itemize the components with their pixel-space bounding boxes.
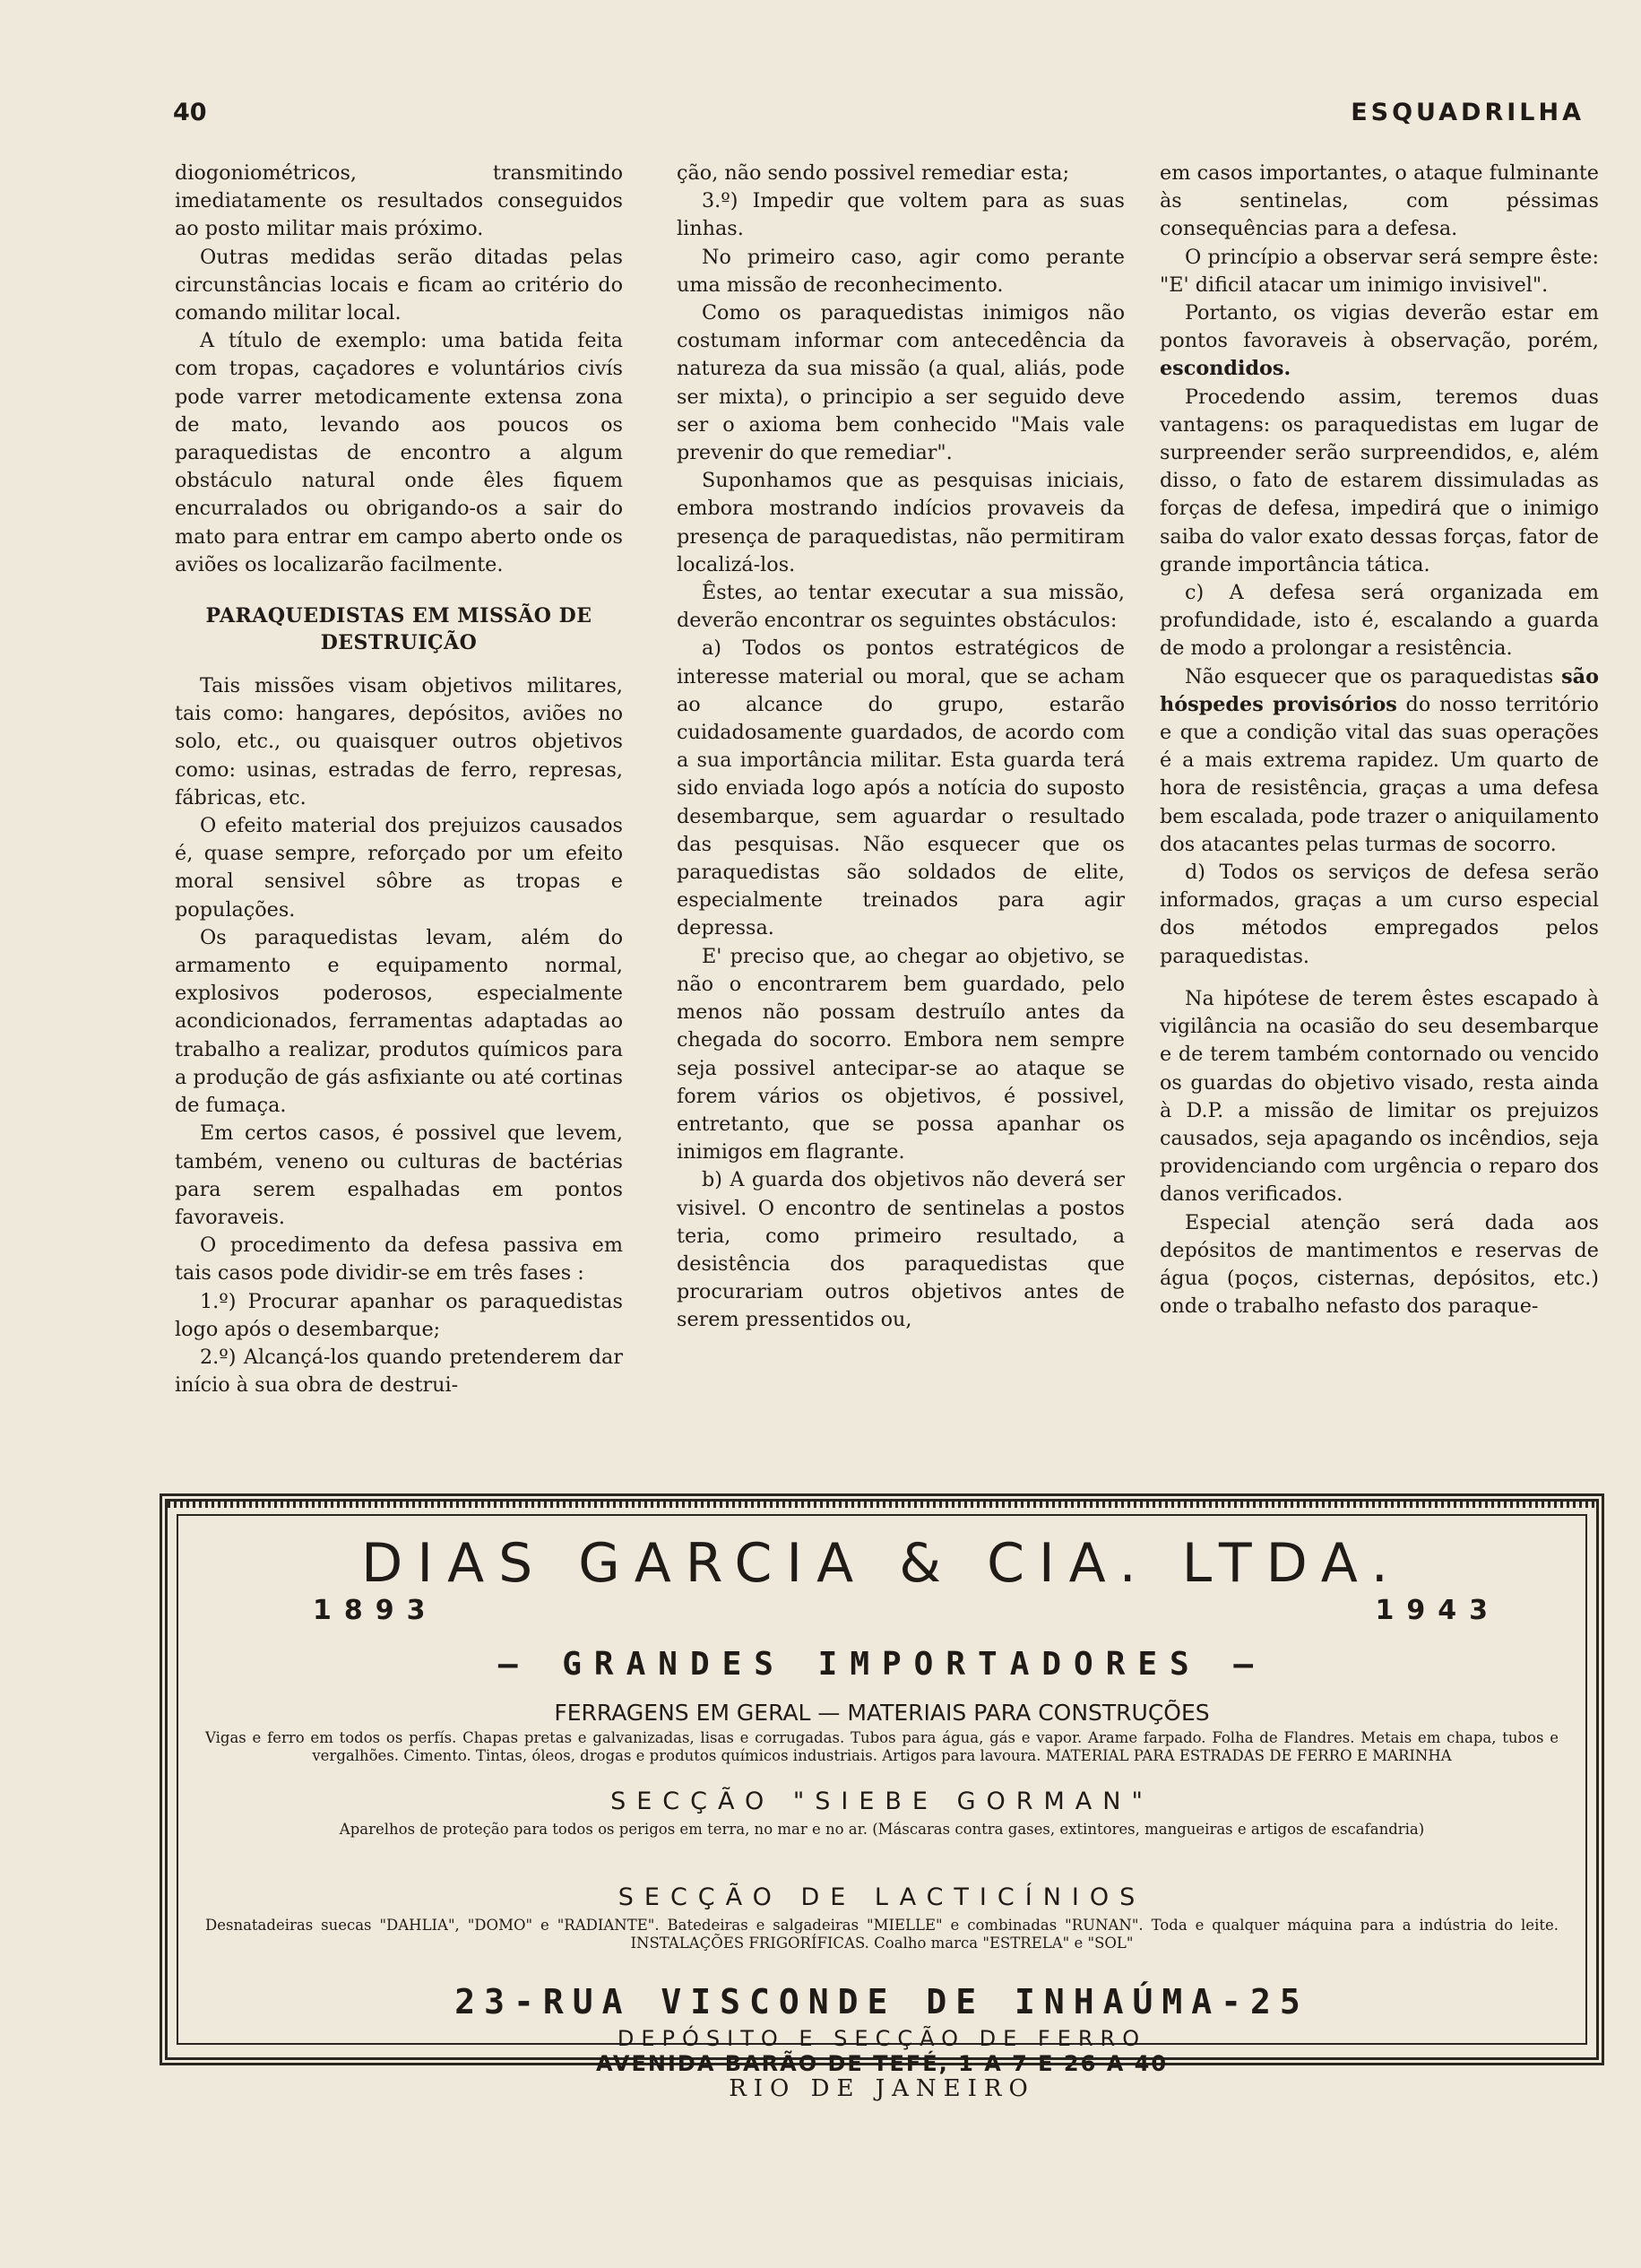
paragraph: Outras medidas serão ditadas pelas circunstâncias locais e ficam ao critério do comando militar local. [175, 245, 623, 325]
article-column-1 [175, 160, 623, 1399]
paragraph: ção, não sendo possivel remediar esta; [677, 161, 1070, 185]
ad-hardware-text: Vigas e ferro em todos os perfís. Chapas pretas e galvanizadas, lisas e corrugadas. Tubos para água, gás e vapor. Arame farpado. Folha de Flandres. Metais em chapa, tubos e vergalhões. Cimento. Tintas, óleos, drogas e produtos químicos industriais. Artigos para lavoura. MATERIAL PARA ESTRADAS DE FERRO E MARINHA [205, 1729, 1559, 1764]
ad-city: RIO DE JANEIRO [729, 2075, 1035, 2102]
paragraph: E' preciso que, ao chegar ao objetivo, se não o encontrarem bem guardado, pelo menos não possam destruílo antes da chegada do socorro. Embora nem sempre seja possivel antecipar-se ao ataque se forem vários os objetivos, é possivel, entretanto, que se possa apanhar os inimigos em flagrante. [677, 944, 1125, 1164]
paragraph: Como os paraquedistas inimigos não costumam informar com antecedência da natureza da sua missão (a qual, aliás, pode ser mixta), o principio a ser seguido deve ser o axioma bem conhecido "Mais vale prevenir do que remediar". [677, 301, 1125, 465]
paragraph: Os paraquedistas levam, além do armamento e equipamento normal, explosivos poderosos, especialmente acondicionados, ferramentas adaptadas ao trabalho a realizar, produtos químicos para a produção de gás asfixiante ou até cortinas de fumaça. [175, 925, 623, 1118]
ad-deposit-line: DEPÓSITO E SECÇÃO DE FERRO [617, 2026, 1147, 2051]
ad-dairy-heading: SECÇÃO DE LACTICÍNIOS [618, 1883, 1146, 1911]
paragraph: em casos importantes, o ataque fulminante às sentinelas, com péssimas consequências para a defesa. [1160, 161, 1599, 241]
text-run: do nosso território e que a condição vital das suas operações é a mais extrema rapidez. Um quarto de hora de resistência, graças a uma defesa bem escalada, pode trazer o aniquilamento dos atacantes pelas turmas de socorro. [1160, 692, 1599, 856]
paragraph: O efeito material dos prejuizos causados é, quase sempre, reforçado por um efeito moral sensivel sôbre as tropas e populações. [175, 814, 623, 922]
paragraph: 1.º) Procurar apanhar os paraquedistas logo após o desembarque; [175, 1289, 623, 1341]
text-run: Portanto, os vigias deverão estar em pontos favoraveis à observação, porém, [1160, 301, 1599, 353]
advertisement-inner-border [177, 1514, 1587, 2102]
paragraph: a) Todos os pontos estratégicos de interesse material ou moral, que se acham ao alcance do grupo, estarão cuidadosamente guardados, de acordo com a sua importância militar. Esta guarda terá sido enviada logo após a notícia do suposto desembarque, sem aguardar o resultado das pesquisas. Não esquecer que os paraquedistas são soldados de elite, especialmente treinados para agir depressa. [677, 636, 1125, 940]
page-number: 40 [173, 99, 207, 126]
section-heading: PARAQUEDISTAS EM MISSÃO DE DESTRUIÇÃO [205, 604, 592, 655]
paragraph: Em certos casos, é possivel que levem, também, veneno ou culturas de bactérias para serem espalhadas em pontos favoraveis. [175, 1121, 623, 1229]
ad-dairy-text: Desnatadeiras suecas "DAHLIA", "DOMO" e "RADIANTE". Batedeiras e salgadeiras "MIELLE" e combinadas "RUNAN". Toda e qualquer máquina para a indústria do leite. INSTALAÇÕES FRIGORÍFICAS. Coalho marca "ESTRELA" e "SOL" [205, 1917, 1559, 1952]
paragraph: Procedendo assim, teremos duas vantagens: os paraquedistas em lugar de surpreender serão surpreendidos, e, além disso, o fato de estarem dissimuladas as forças de defesa, impedirá que o inimigo saiba do valor exato dessas forças, fator de grande importância tática. [1160, 385, 1599, 576]
ad-avenue-line [178, 2051, 1585, 2101]
paragraph: b) A guarda dos objetivos não deverá ser visivel. O encontro de sentinelas a postos teria, como primeiro resultado, a desistência dos paraquedistas que procurariam outros objetivos antes de serem pressentidos ou, [677, 1168, 1125, 1332]
ad-siebe-text: Aparelhos de proteção para todos os perigos em terra, no mar e no ar. (Máscaras contra gases, extintores, mangueiras e artigos de escafandria) [339, 1821, 1425, 1838]
advertisement [160, 1493, 1604, 2102]
paragraph: Êstes, ao tentar executar a sua missão, deverão encontrar os seguintes obstáculos: [677, 581, 1125, 633]
ad-year-founded: 1893 [313, 1595, 438, 1626]
paragraph: Tais missões visam objetivos militares, tais como: hangares, depósitos, aviões no solo, etc., ou quaisquer outros objetivos como: usinas, estradas de ferro, represas, fábricas, etc. [175, 674, 623, 809]
ad-importers-banner: — GRANDES IMPORTADORES — [497, 1646, 1266, 1683]
paragraph: Na hipótese de terem êstes escapado à vigilância na ocasião do seu desembarque e de terem também contornado ou vencido os guardas do objetivo visado, resta ainda à D.P. a missão de limitar os prejuizos causados, seja apagando os incêndios, seja providenciando com urgência o reparo dos danos verificados. [1160, 986, 1599, 1207]
paragraph: O princípio a observar será sempre êste: "E' dificil atacar um inimigo invisivel". [1160, 245, 1599, 297]
article-column-3 [1160, 160, 1599, 1320]
bold-text: escondidos. [1160, 357, 1291, 381]
paragraph: Suponhamos que as pesquisas iniciais, embora mostrando indícios provaveis da presença de paraquedistas, não permitiram localizá-los. [677, 469, 1125, 576]
paragraph: A título de exemplo: uma batida feita com tropas, caçadores e voluntários civís pode varrer metodicamente extensa zona de mato, levando aos poucos os paraquedistas de encontro a algum obstáculo natural onde êles fiquem encurralados ou obrigando-os a sair do mato para entrar em campo aberto onde os aviões os localizarão facilmente. [175, 329, 623, 576]
ad-company-name: DIAS GARCIA & CIA. LTDA. [361, 1532, 1403, 1595]
paragraph: c) A defesa será organizada em profundidade, isto é, escalando a guarda de modo a prolongar a resistência. [1160, 581, 1599, 661]
ad-avenue-text: AVENIDA BARÃO DE TEFÉ, 1 A 7 E 26 A 40 [595, 2051, 1169, 2076]
paragraph: 3.º) Impedir que voltem para as suas linhas. [677, 189, 1125, 241]
bold-text: são hóspedes provisórios [1160, 664, 1599, 716]
paragraph: d) Todos os serviços de defesa serão informados, graças a um curso especial dos métodos empregados pelos paraquedistas. [1160, 861, 1599, 968]
running-head: ESQUADRILHA [1351, 99, 1585, 126]
paragraph [1160, 663, 1599, 859]
paragraph [1160, 299, 1599, 384]
article-column-2 [677, 160, 1125, 1335]
paragraph: 2.º) Alcançá-los quando pretenderem dar início à sua obra de destrui- [175, 1345, 623, 1398]
text-run: Não esquecer que os paraquedistas [1185, 664, 1562, 688]
ad-year-current: 1943 [1375, 1595, 1500, 1626]
ad-hardware-heading: FERRAGENS EM GERAL — MATERIAIS PARA CONSTRUÇÕES [554, 1700, 1210, 1726]
ad-address: 23-RUA VISCONDE DE INHAÚMA-25 [454, 1982, 1309, 2021]
paragraph: O procedimento da defesa passiva em tais casos pode dividir-se em três fases : [175, 1234, 623, 1285]
paragraph: Especial atenção será dada aos depósitos de mantimentos e reservas de água (poços, cisternas, depósitos, etc.) onde o trabalho nefasto dos paraque- [1160, 1210, 1599, 1319]
paragraph: No primeiro caso, agir como perante uma missão de reconhecimento. [677, 245, 1125, 297]
paragraph: diogoniométricos, transmitindo imediatamente os resultados conseguidos ao posto militar mais próximo. [175, 161, 623, 241]
ad-siebe-heading: SECÇÃO "SIEBE GORMAN" [610, 1788, 1153, 1815]
